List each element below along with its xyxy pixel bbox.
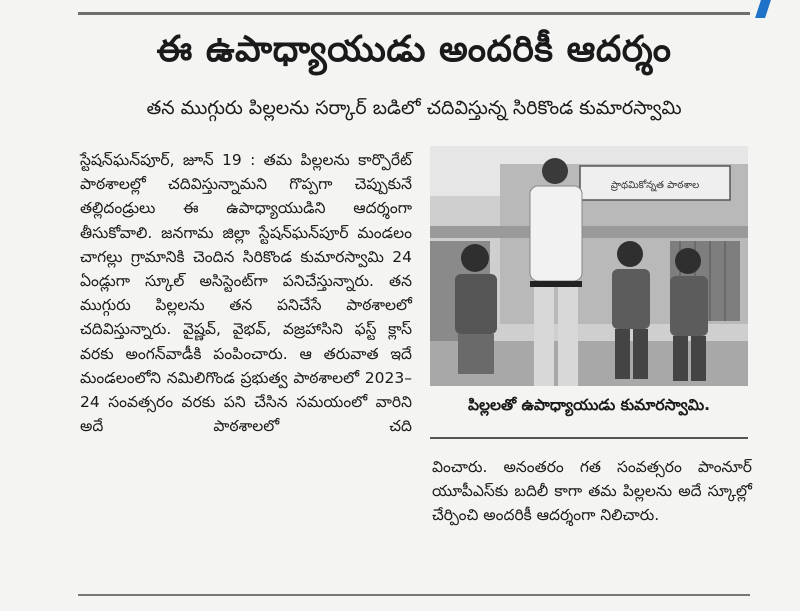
top-rule: [78, 12, 750, 15]
photo-caption: పిల్లలతో ఉపాధ్యాయుడు కుమారస్వామి.: [467, 396, 710, 414]
article-column-left: [80, 148, 412, 438]
article-photo: [430, 146, 748, 386]
bottom-rule: [78, 594, 750, 596]
article-text-right: వించారు. అనంతరం గత సంవత్సరం పాంనూర్ యూపీఎస్‌కు బదిలీ కాగా తమ పిల్లలను అదే స్కూల్లో చేర్పించి అందరికీ ఆదర్శంగా నిలిచారు.: [432, 458, 752, 525]
subheadline: తన ముగ్గురు పిల్లలను సర్కార్ బడిలో చదివిస్తున్న సిరికొండ కుమారస్వామి: [146, 97, 682, 119]
caption-rule: [430, 437, 748, 439]
headline: ఈ ఉపాధ్యాయుడు అందరికీ ఆదర్శం: [156, 29, 672, 70]
photo-illustration: [430, 146, 748, 386]
article-column-right: [432, 455, 752, 528]
page-accent-mark: [755, 0, 771, 18]
school-sign-text: ప్రాథమికోన్నత పాఠశాల: [610, 180, 700, 191]
article-text-left: స్టేషన్‌ఘన్‌పూర్, జూన్ 19 : తమ పిల్లలను కార్పొరేట్ పాఠశాలల్లో చదివిస్తున్నామని గొప్పగా చెప్పుకునే తల్లిదండ్రులు ఈ ఉపాధ్యాయుడిని ఆదర్శంగా తీసుకోవాలి. జనగామ జిల్లా స్టేషన్‌ఘన్‌పూర్ మండలం చాగల్లు గ్రామానికి చెందిన సిరికొండ కుమారస్వామి 24 ఏండ్లుగా స్కూల్ అసిస్టెంట్‌గా పనిచేస్తున్నారు. తన ముగ్గురు పిల్లలను తన పనిచేసే పాఠశాలలో చదివిస్తున్నారు. వైష్ణవ్, వైభవ్, వజ్రహాసిని ఫస్ట్ క్లాస్ వరకు అంగన్‌వాడీకి పంపించారు. ఆ తరువాత ఇదే మండలంలోని నమిలిగొండ ప్రభుత్వ పాఠశాలలో 2023–24 సంవత్సరం వరకు పని చేసిన సమయంలో వారిని అదే పాఠశాలలో చది: [80, 151, 412, 436]
